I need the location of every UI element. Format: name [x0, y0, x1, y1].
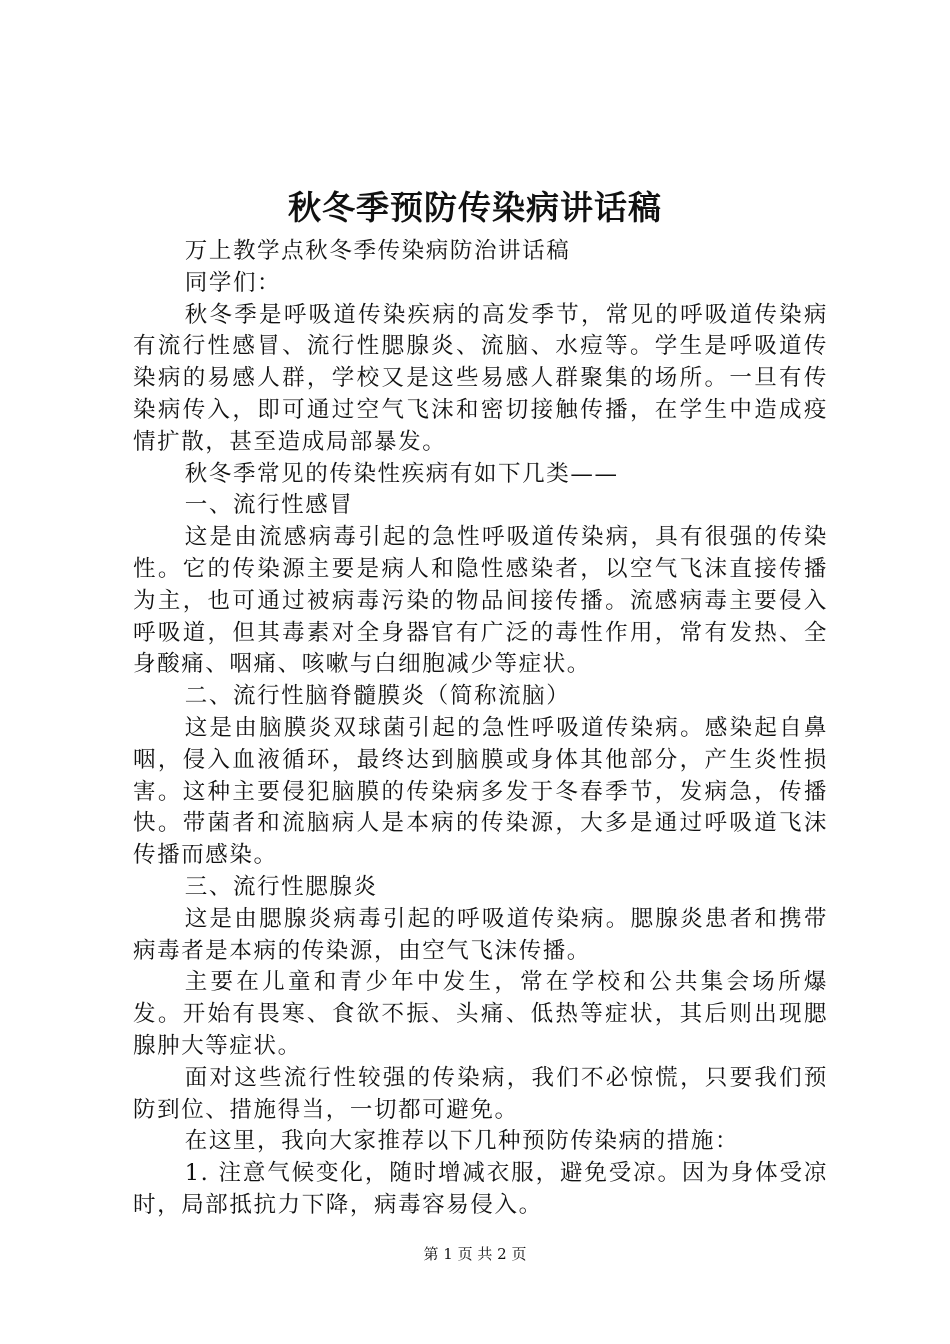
paragraph-greeting: 同学们：: [184, 269, 282, 296]
paragraph-measure-1: 1. 注意气候变化，随时增减衣服，避免受凉。因为身体受凉时，局部抵抗力下降，病毒容易侵入。: [133, 1160, 828, 1218]
document-body: [133, 236, 828, 1222]
paragraph-intro: 秋冬季是呼吸道传染疾病的高发季节，常见的呼吸道传染病有流行性感冒、流行性腮腺炎、流脑、水痘等。学生是呼吸道传染病的易感人群，学校又是这些易感人群聚集的场所。一旦有传染病传入，即可通过空气飞沫和密切接触传播，在学生中造成疫情扩散，甚至造成局部暴发。: [133, 301, 828, 455]
paragraph-influenza: 这是由流感病毒引起的急性呼吸道传染病，具有很强的传染性。它的传染源主要是病人和隐性感染者，以空气飞沫直接传播为主，也可通过被病毒污染的物品间接传播。流感病毒主要侵入呼吸道，但其毒素对全身器官有广泛的毒性作用，常有发热、全身酸痛、咽痛、咳嗽与白细胞减少等症状。: [133, 524, 828, 678]
heading-mumps: 三、流行性腮腺炎: [184, 873, 378, 900]
paragraph-mumps: 这是由腮腺炎病毒引起的呼吸道传染病。腮腺炎患者和携带病毒者是本病的传染源，由空气飞沫传播。: [133, 905, 828, 964]
paragraph-reassurance: 面对这些流行性较强的传染病，我们不必惊慌，只要我们预防到位、措施得当，一切都可避免。: [133, 1064, 828, 1123]
heading-meningitis: 二、流行性脑脊髓膜炎（简称流脑）: [184, 683, 571, 710]
paragraph-category-intro: 秋冬季常见的传染性疾病有如下几类——: [184, 460, 619, 487]
page-footer: 第 1 页 共 2 页: [423, 1245, 527, 1263]
paragraph-measures-intro: 在这里，我向大家推荐以下几种预防传染病的措施：: [184, 1128, 740, 1155]
paragraph-meningitis: 这是由脑膜炎双球菌引起的急性呼吸道传染病。感染起自鼻咽，侵入血液循环，最终达到脑膜或身体其他部分，产生炎性损害。这种主要侵犯脑膜的传染病多发于冬春季节，发病急，传播快。带菌者和流脑病人是本病的传染源，大多是通过呼吸道飞沫传播而感染。: [133, 714, 828, 869]
paragraph-subtitle: 万上教学点秋冬季传染病防治讲话稿: [184, 238, 571, 264]
heading-influenza: 一、流行性感冒: [184, 492, 354, 519]
page-title: 秋冬季预防传染病讲话稿: [288, 188, 662, 227]
paragraph-mumps-symptoms: 主要在儿童和青少年中发生，常在学校和公共集会场所爆发。开始有畏寒、食欲不振、头痛、低热等症状，其后则出现腮腺肿大等症状。: [133, 969, 828, 1059]
